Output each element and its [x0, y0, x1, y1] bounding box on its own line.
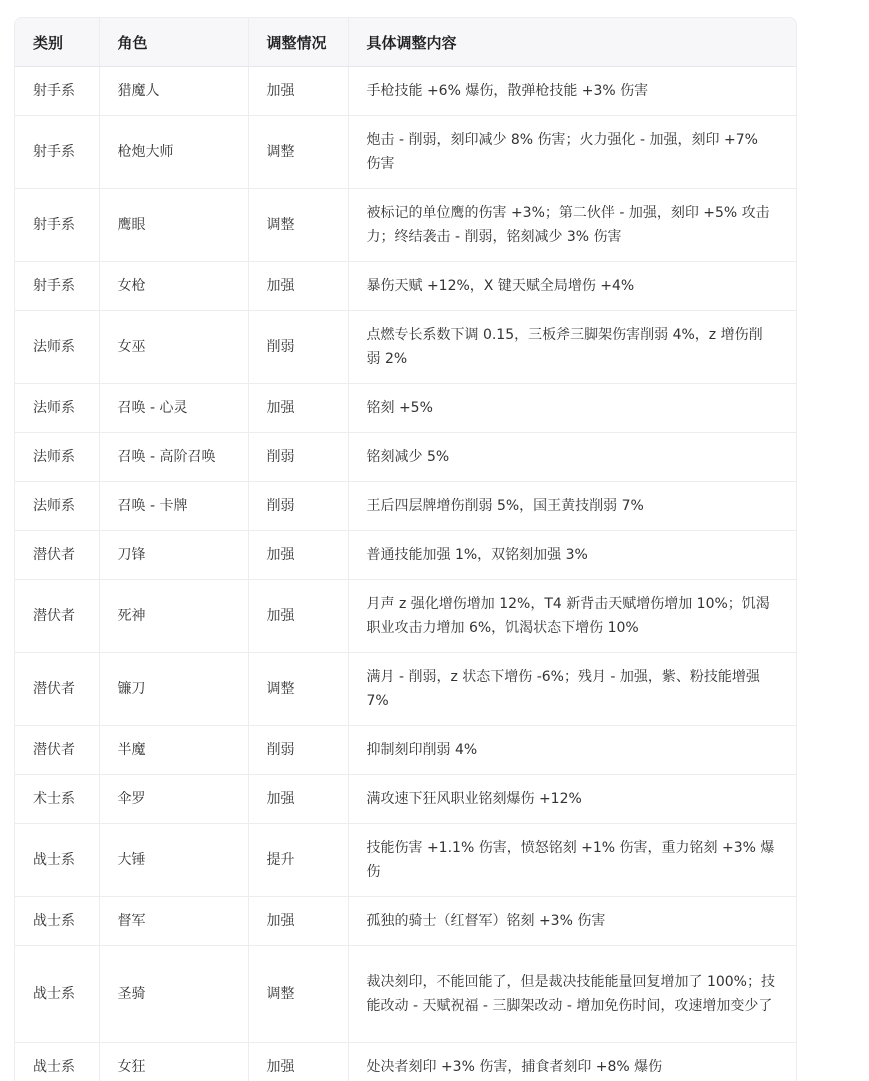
cell-role: 大锤: [99, 824, 248, 897]
cell-role: 枪炮大师: [99, 116, 248, 189]
cell-status: 加强: [248, 580, 348, 653]
cell-detail: 点燃专长系数下调 0.15，三板斧三脚架伤害削弱 4%，z 增伤削弱 2%: [348, 311, 796, 384]
cell-category: 法师系: [15, 384, 99, 433]
header-detail: 具体调整内容: [348, 18, 796, 67]
cell-category: 潜伏者: [15, 531, 99, 580]
cell-detail: 王后四层牌增伤削弱 5%，国王黄技削弱 7%: [348, 482, 796, 531]
cell-role: 圣骑: [99, 946, 248, 1043]
cell-status: 加强: [248, 531, 348, 580]
cell-status: 加强: [248, 384, 348, 433]
header-role: 角色: [99, 18, 248, 67]
table-row: [15, 311, 796, 384]
cell-detail: 暴伤天赋 +12%，X 键天赋全局增伤 +4%: [348, 262, 796, 311]
cell-detail: 月声 z 强化增伤增加 12%，T4 新背击天赋增伤增加 10%；饥渴职业攻击力增加 6%，饥渴状态下增伤 10%: [348, 580, 796, 653]
table-row: [15, 189, 796, 262]
cell-detail: 满攻速下狂风职业铭刻爆伤 +12%: [348, 775, 796, 824]
table-row: [15, 531, 796, 580]
cell-detail: 铭刻减少 5%: [348, 433, 796, 482]
cell-detail: 抑制刻印削弱 4%: [348, 726, 796, 775]
table-row: [15, 653, 796, 726]
cell-detail: 普通技能加强 1%，双铭刻加强 3%: [348, 531, 796, 580]
cell-detail: 处决者刻印 +3% 伤害，捕食者刻印 +8% 爆伤: [348, 1043, 796, 1081]
cell-category: 射手系: [15, 116, 99, 189]
cell-category: 射手系: [15, 67, 99, 116]
cell-role: 女狂: [99, 1043, 248, 1081]
cell-detail: 手枪技能 +6% 爆伤，散弹枪技能 +3% 伤害: [348, 67, 796, 116]
cell-category: 术士系: [15, 775, 99, 824]
cell-detail: 孤独的骑士（红督军）铭刻 +3% 伤害: [348, 897, 796, 946]
cell-role: 召唤 - 心灵: [99, 384, 248, 433]
cell-detail: 技能伤害 +1.1% 伤害，愤怒铭刻 +1% 伤害，重力铭刻 +3% 爆伤: [348, 824, 796, 897]
cell-detail: 被标记的单位鹰的伤害 +3%；第二伙伴 - 加强，刻印 +5% 攻击力；终结袭击 - 削弱，铭刻减少 3% 伤害: [348, 189, 796, 262]
cell-role: 猎魔人: [99, 67, 248, 116]
table-body: [15, 67, 796, 1081]
table-header: [15, 18, 796, 67]
header-status: 调整情况: [248, 18, 348, 67]
cell-detail: 炮击 - 削弱，刻印减少 8% 伤害；火力强化 - 加强，刻印 +7% 伤害: [348, 116, 796, 189]
cell-status: 削弱: [248, 311, 348, 384]
adjustment-table: [15, 18, 796, 1081]
table-row: [15, 946, 796, 1043]
table-row: [15, 580, 796, 653]
cell-role: 召唤 - 卡牌: [99, 482, 248, 531]
header-category: 类别: [15, 18, 99, 67]
cell-role: 镰刀: [99, 653, 248, 726]
cell-detail: 裁决刻印，不能回能了，但是裁决技能能量回复增加了 100%；技能改动 - 天赋祝福 - 三脚架改动 - 增加免伤时间，攻速增加变少了: [348, 946, 796, 1043]
header-row: [15, 18, 796, 67]
cell-detail: 满月 - 削弱，z 状态下增伤 -6%；残月 - 加强，紫、粉技能增强 7%: [348, 653, 796, 726]
cell-category: 潜伏者: [15, 726, 99, 775]
cell-category: 潜伏者: [15, 653, 99, 726]
cell-status: 调整: [248, 189, 348, 262]
cell-category: 潜伏者: [15, 580, 99, 653]
cell-category: 战士系: [15, 897, 99, 946]
cell-status: 调整: [248, 116, 348, 189]
table-row: [15, 262, 796, 311]
cell-category: 射手系: [15, 189, 99, 262]
cell-category: 法师系: [15, 433, 99, 482]
cell-status: 加强: [248, 897, 348, 946]
cell-category: 法师系: [15, 482, 99, 531]
cell-status: 加强: [248, 1043, 348, 1081]
cell-category: 射手系: [15, 262, 99, 311]
cell-status: 加强: [248, 775, 348, 824]
table-row: [15, 433, 796, 482]
cell-category: 战士系: [15, 946, 99, 1043]
cell-status: 削弱: [248, 433, 348, 482]
cell-role: 女枪: [99, 262, 248, 311]
table-row: [15, 1043, 796, 1081]
cell-role: 伞罗: [99, 775, 248, 824]
cell-category: 法师系: [15, 311, 99, 384]
table-row: [15, 824, 796, 897]
cell-role: 半魔: [99, 726, 248, 775]
cell-status: 加强: [248, 67, 348, 116]
table-row: [15, 775, 796, 824]
table-row: [15, 67, 796, 116]
cell-role: 召唤 - 高阶召唤: [99, 433, 248, 482]
table-row: [15, 726, 796, 775]
table-row: [15, 116, 796, 189]
cell-status: 提升: [248, 824, 348, 897]
table-row: [15, 384, 796, 433]
cell-status: 调整: [248, 653, 348, 726]
cell-status: 加强: [248, 262, 348, 311]
cell-role: 督军: [99, 897, 248, 946]
cell-role: 死神: [99, 580, 248, 653]
cell-role: 刀锋: [99, 531, 248, 580]
balance-adjustment-table: [14, 17, 797, 1081]
cell-category: 战士系: [15, 824, 99, 897]
cell-detail: 铭刻 +5%: [348, 384, 796, 433]
cell-status: 调整: [248, 946, 348, 1043]
cell-role: 鹰眼: [99, 189, 248, 262]
cell-category: 战士系: [15, 1043, 99, 1081]
cell-status: 削弱: [248, 726, 348, 775]
cell-role: 女巫: [99, 311, 248, 384]
table-row: [15, 482, 796, 531]
cell-status: 削弱: [248, 482, 348, 531]
table-row: [15, 897, 796, 946]
